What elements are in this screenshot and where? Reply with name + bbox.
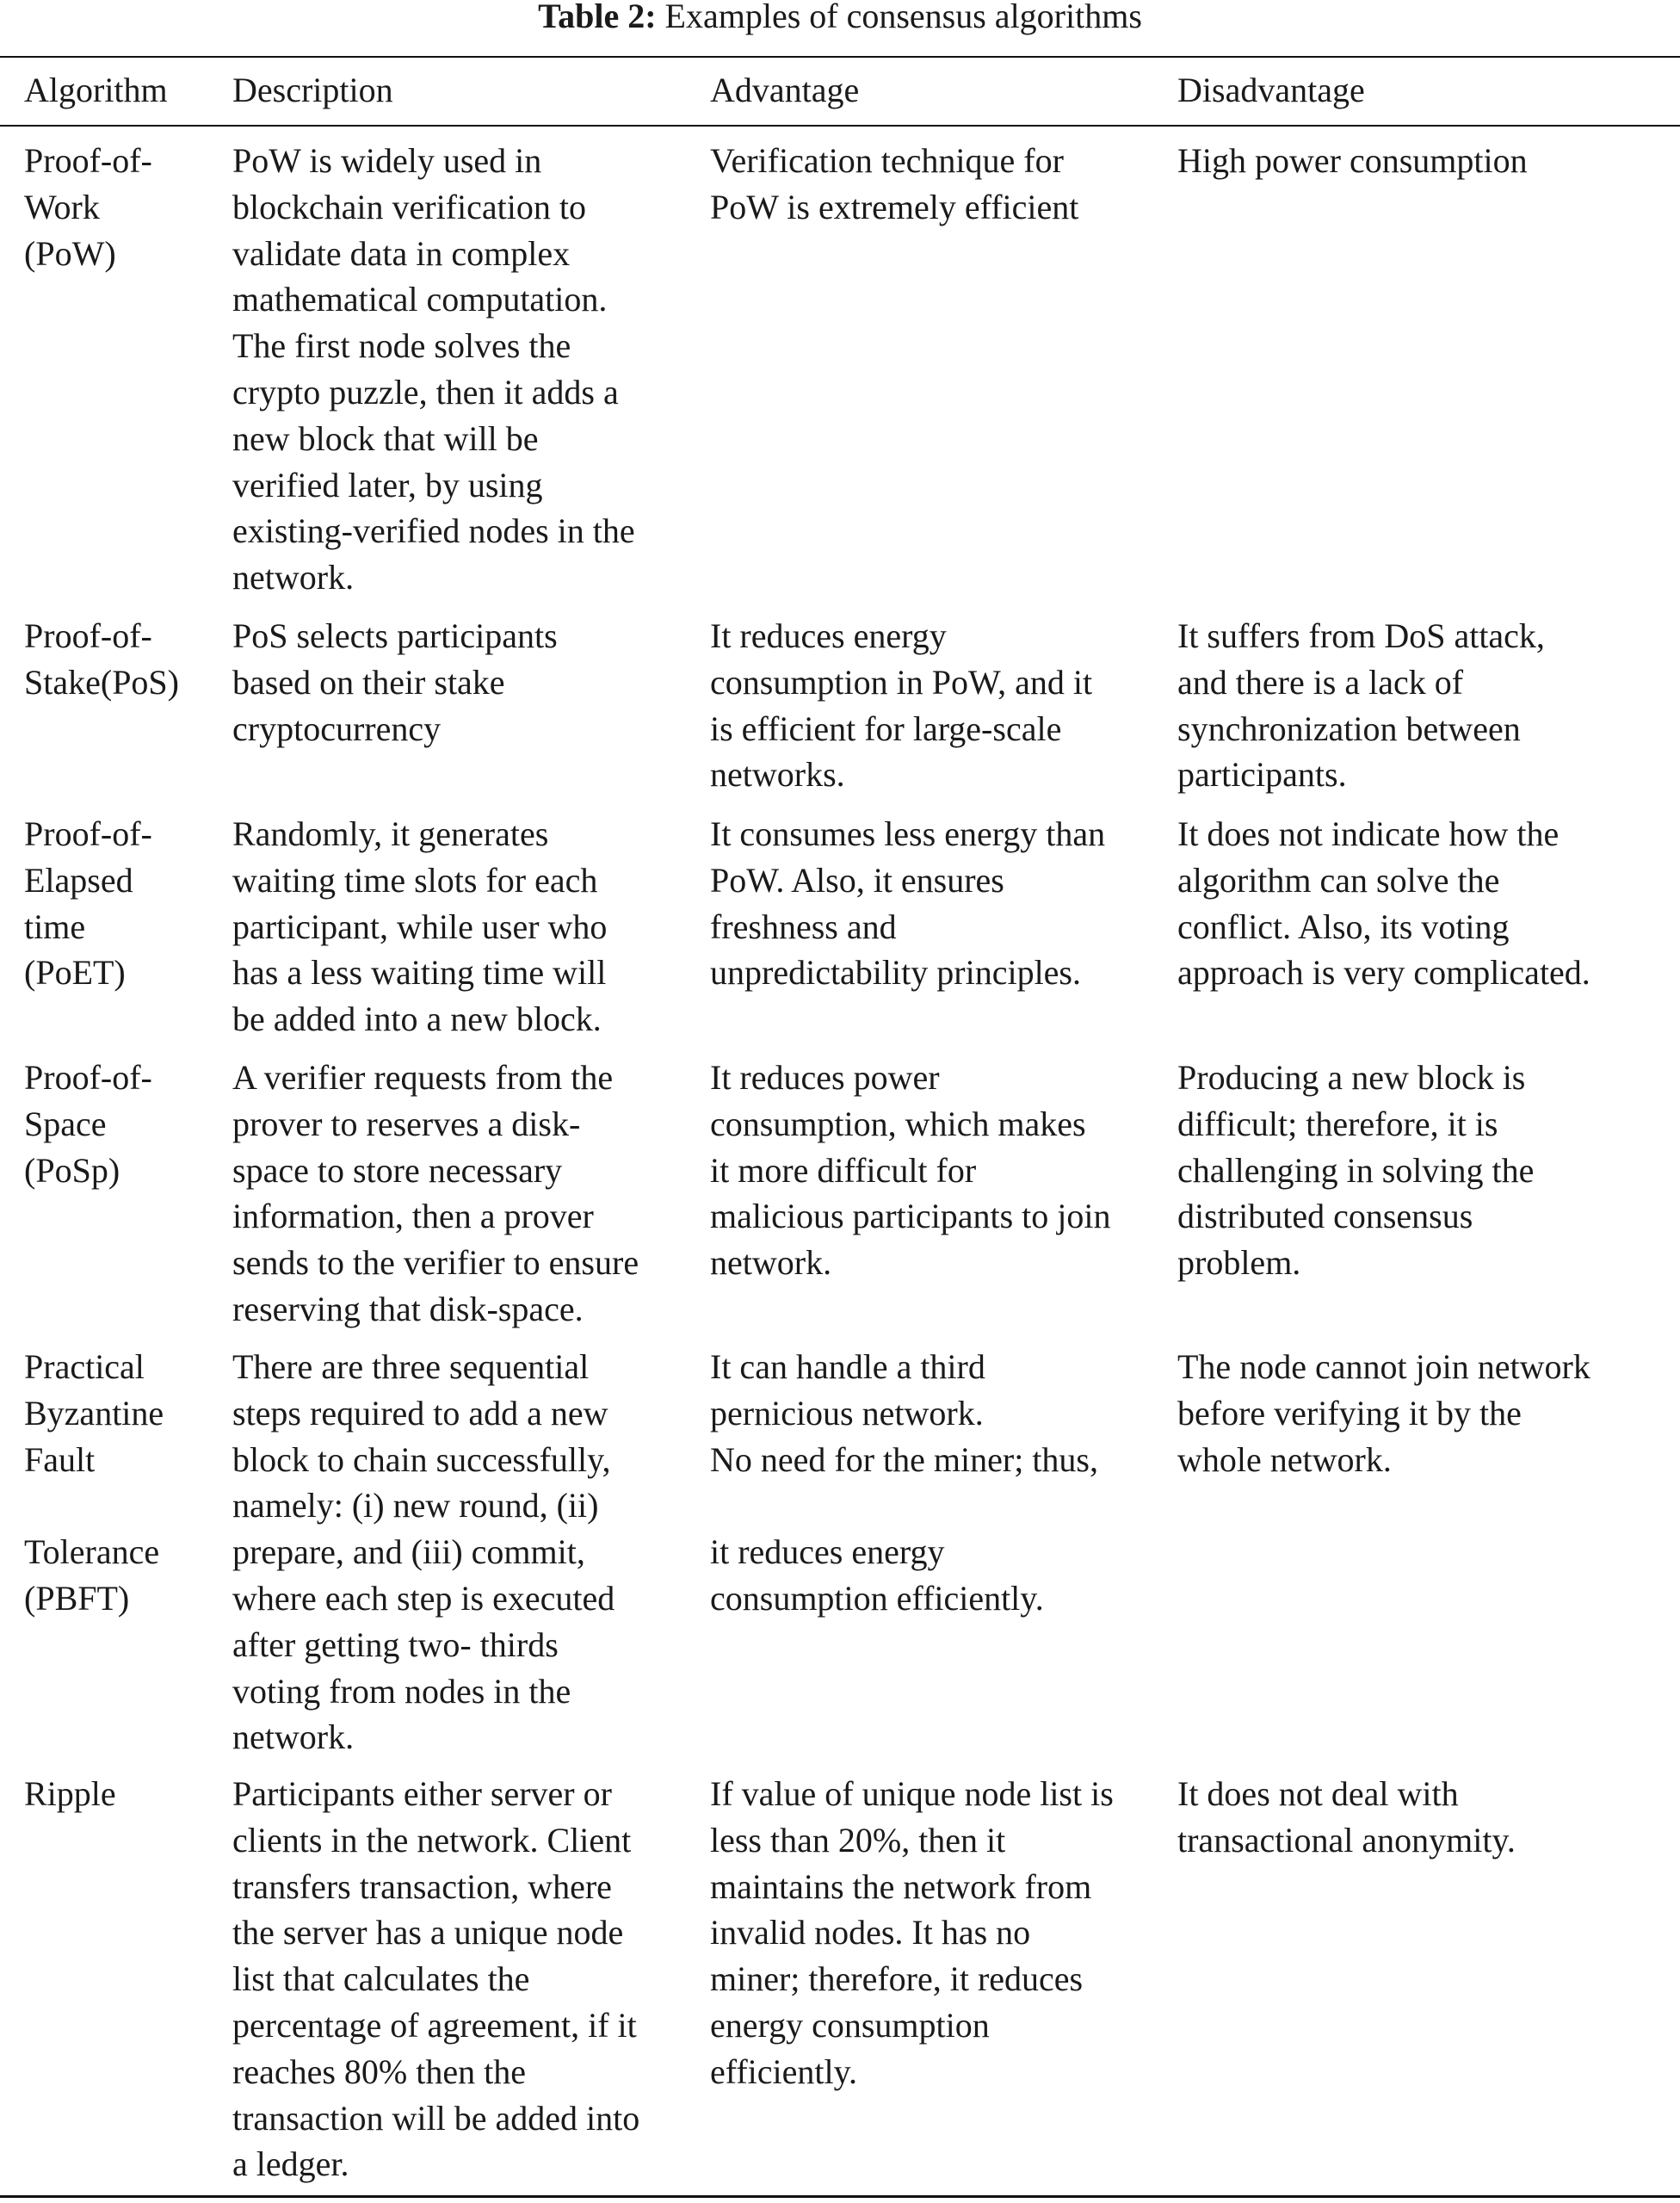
cell-description: A verifier requests from the prover to reserves a disk- space to store necessary information, then a prover sends to the verifier to ensure reserving that disk-space.: [232, 1058, 639, 1328]
cell-advantage: It consumes less energy than PoW. Also, it ensures freshness and unpredictability principles.: [710, 814, 1106, 993]
table-header-rule: [0, 125, 1680, 127]
cell-advantage: If value of unique node list is less than 20%, then it maintains the network from invalid nodes. It has no miner; therefore, it reduces energy consumption efficiently.: [710, 1774, 1114, 2091]
cell-disadvantage: High power consumption: [1177, 141, 1528, 180]
header-advantage: Advantage: [710, 71, 860, 109]
cell-advantage: It can handle a third pernicious network. No need for the miner; thus, it reduces energy consumption efficiently.: [710, 1347, 1098, 1618]
header-description: Description: [232, 71, 393, 109]
table-caption: [0, 0, 1680, 38]
header-algorithm: Algorithm: [24, 71, 168, 109]
cell-description: There are three sequential steps required to add a new block to chain successfully, namely: (i) new round, (ii) prepare, and (iii) commit, where each step is executed after getting two- thirds voting from nodes in the network.: [232, 1347, 615, 1757]
cell-description: PoW is widely used in blockchain verification to validate data in complex mathematical computation. The first node solves the crypto puzzle, then it adds a new block that will be verified later, by using existing-verified nodes in the network.: [232, 141, 635, 597]
cell-disadvantage: It suffers from DoS attack, and there is a lack of synchronization between participants.: [1177, 616, 1545, 795]
cell-disadvantage: Producing a new block is difficult; therefore, it is challenging in solving the distributed consensus problem.: [1177, 1058, 1535, 1283]
cell-algorithm: Proof-of- Stake(PoS): [24, 616, 179, 702]
cell-advantage: It reduces power consumption, which makes it more difficult for malicious participants to join network.: [710, 1058, 1111, 1283]
cell-disadvantage: It does not indicate how the algorithm can solve the conflict. Also, its voting approach is very complicated.: [1177, 814, 1590, 993]
cell-description: PoS selects participants based on their stake cryptocurrency: [232, 616, 558, 748]
table-bottom-rule: [0, 2195, 1680, 2198]
cell-description: Participants either server or clients in the network. Client transfers transaction, where the server has a unique node list that calculates the percentage of agreement, if it reaches 80% then the transaction will be added into a ledger.: [232, 1774, 640, 2184]
table-top-rule: [0, 56, 1680, 58]
cell-algorithm: Proof-of- Work (PoW): [24, 141, 152, 273]
cell-algorithm: Practical Byzantine Fault Tolerance (PBFT): [24, 1347, 164, 1618]
cell-disadvantage: The node cannot join network before verifying it by the whole network.: [1177, 1347, 1590, 1479]
cell-disadvantage: It does not deal with transactional anonymity.: [1177, 1774, 1516, 1860]
cell-description: Randomly, it generates waiting time slots for each participant, while user who has a less waiting time will be added into a new block.: [232, 814, 608, 1039]
cell-algorithm: Proof-of- Space (PoSp): [24, 1058, 152, 1190]
cell-advantage: Verification technique for PoW is extremely efficient: [710, 141, 1079, 226]
cell-algorithm: Proof-of- Elapsed time (PoET): [24, 814, 152, 993]
cell-algorithm: Ripple: [24, 1774, 116, 1813]
caption-label: Table 2:: [538, 0, 657, 35]
header-disadvantage: Disadvantage: [1177, 71, 1365, 109]
cell-advantage: It reduces energy consumption in PoW, and it is efficient for large-scale networks.: [710, 616, 1093, 795]
caption-title: Examples of consensus algorithms: [664, 0, 1142, 35]
